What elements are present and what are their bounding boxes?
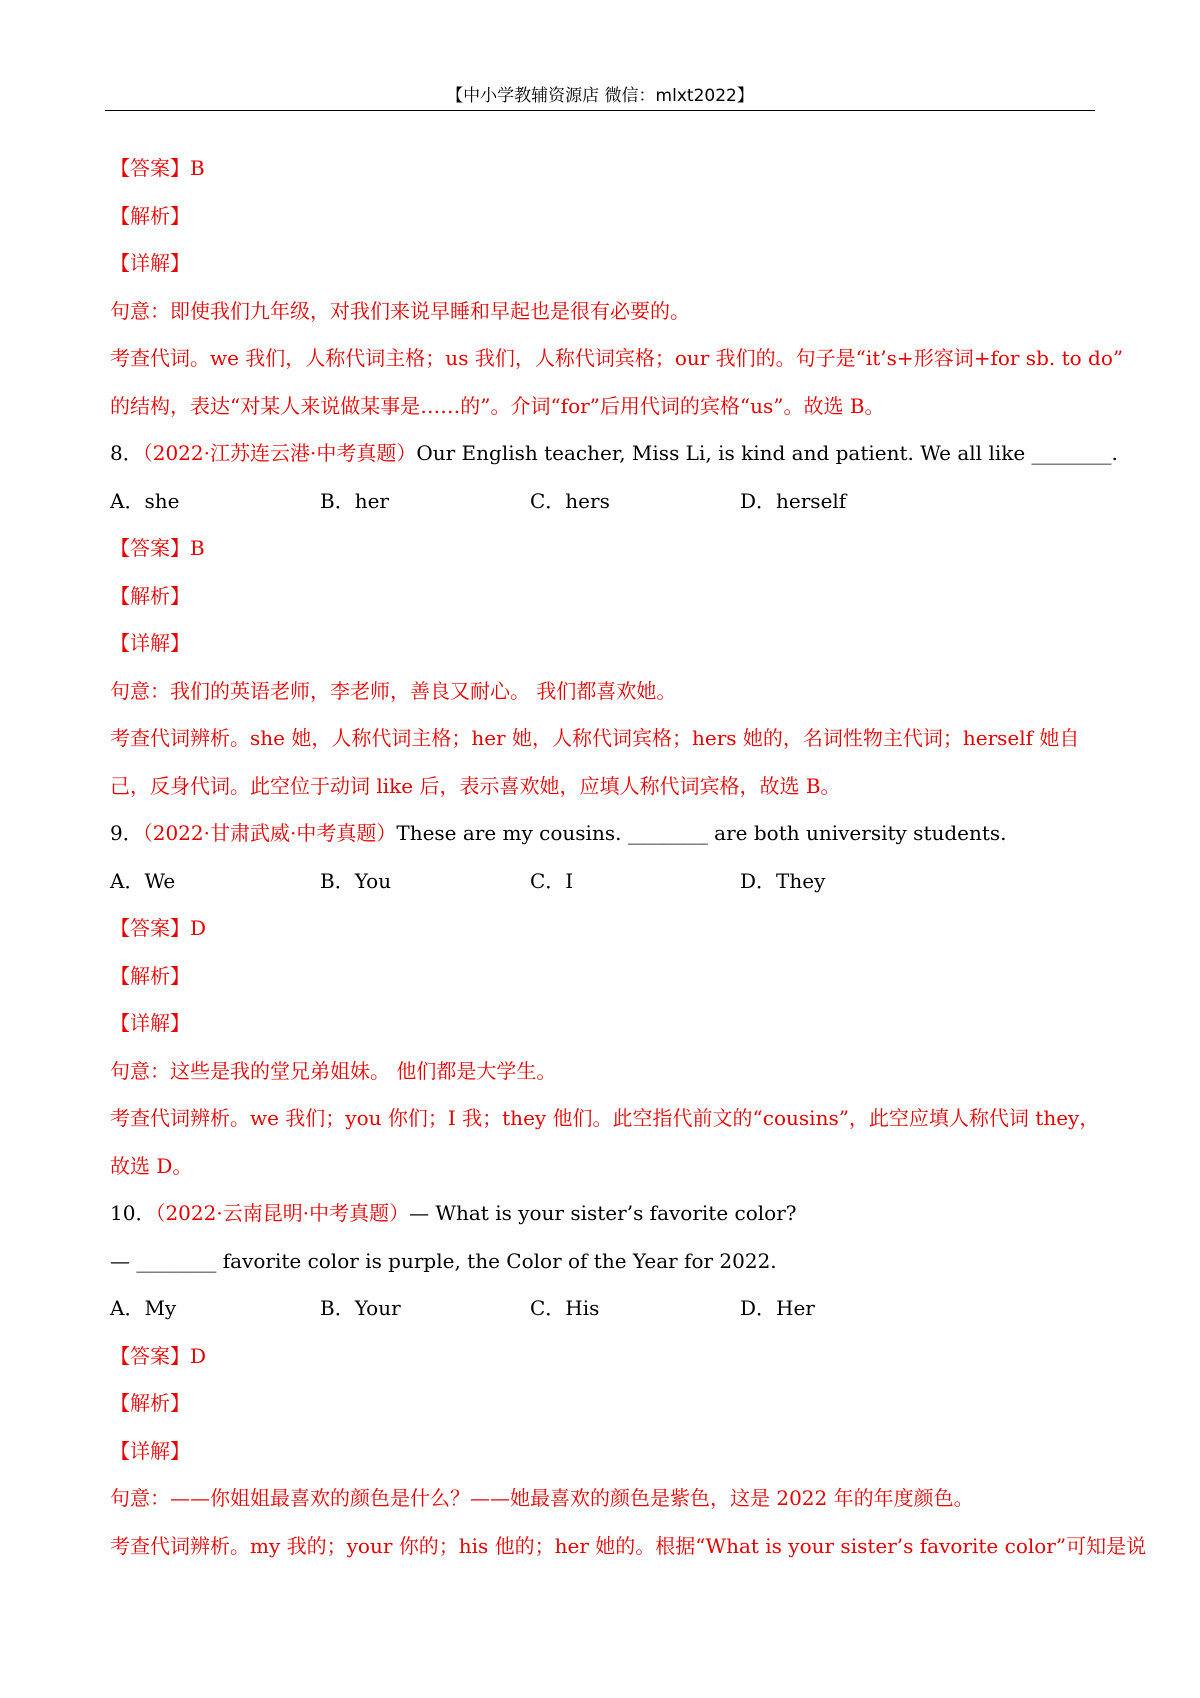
explanation-line: 句意：这些是我的堂兄弟姐妹。 他们都是大学生。 [110, 1058, 557, 1083]
question-line [110, 439, 1118, 467]
explanation-line: 句意：我们的英语老师，李老师，善良又耐心。 我们都喜欢她。 [110, 678, 677, 703]
section-label: 【详解】 [110, 251, 190, 275]
explanation-line: 考查代词。we 我们，人称代词主格；us 我们，人称代词宾格；our 我们的。句子是“it’s+形容词+for sb. to do” [110, 346, 1124, 370]
section-label: 【解析】 [110, 1391, 190, 1415]
option-b: B．her [320, 488, 389, 513]
section-label: 【解析】 [110, 963, 190, 988]
option-b: B．You [320, 868, 392, 893]
explanation-line: 故选 D。 [110, 1153, 193, 1178]
section-label: 【详解】 [110, 1438, 190, 1463]
section-label: 【解析】 [110, 203, 190, 228]
explanation-line: 考查代词辨析。my 我的；your 你的；his 他的；her 她的。根据“What is your sister’s favorite color”可知是说 [110, 1533, 1147, 1558]
question-source: （2022·江苏连云港·中考真题） [142, 441, 417, 465]
option-d: D．herself [740, 488, 847, 513]
answer-line: 【答案】D [110, 916, 207, 940]
answer-line: 【答案】B [110, 156, 205, 180]
option-a: A．she [110, 488, 180, 513]
question-number: 10． [110, 1201, 156, 1225]
explanation-line: 的结构，表达“对某人来说做某事是……的”。介词“for”后用代词的宾格“us”。故选 B。 [110, 393, 885, 418]
option-c: C．His [530, 1296, 600, 1320]
option-d: D．They [740, 868, 826, 893]
explanation-line: 考查代词辨析。we 我们；you 你们；I 我；they 他们。此空指代前文的“cousins”，此空应填人称代词 they， [110, 1106, 1100, 1130]
question-text: These are my cousins. ________ are both university students. [396, 821, 1007, 845]
question-source: （2022·甘肃武威·中考真题） [142, 821, 397, 845]
answer-line: 【答案】D [110, 1343, 207, 1368]
question-number: 8． [110, 441, 143, 465]
explanation-line: 句意：——你姐姐最喜欢的颜色是什么？——她最喜欢的颜色是紫色，这是 2022 年的年度颜色。 [110, 1486, 974, 1510]
question-source: （2022·云南昆明·中考真题） [155, 1201, 410, 1225]
question-line [110, 1199, 1100, 1227]
question-text: — What is your sister’s favorite color? [409, 1201, 797, 1225]
option-a: A．My [110, 1296, 177, 1320]
option-d: D．Her [740, 1296, 815, 1320]
option-b: B．Your [320, 1296, 401, 1320]
section-label: 【解析】 [110, 583, 190, 608]
section-label: 【详解】 [110, 631, 190, 655]
option-c: C．I [530, 868, 574, 893]
question-line: — ________ favorite color is purple, the Color of the Year for 2022. [110, 1248, 777, 1273]
question-line [110, 819, 1100, 847]
page-header: 【中小学教辅资源店 微信：mlxt2022】 [446, 86, 754, 106]
explanation-line: 己，反身代词。此空位于动词 like 后，表示喜欢她，应填人称代词宾格，故选 B。 [110, 773, 841, 798]
option-c: C．hers [530, 488, 610, 513]
question-number: 9． [110, 821, 143, 845]
option-a: A．We [110, 868, 176, 893]
answer-line: 【答案】B [110, 536, 205, 560]
explanation-line: 句意：即使我们九年级，对我们来说早睡和早起也是很有必要的。 [110, 298, 690, 323]
section-label: 【详解】 [110, 1011, 190, 1035]
explanation-line: 考查代词辨析。she 她，人称代词主格；her 她，人称代词宾格；hers 她的，名词性物主代词；herself 她自 [110, 726, 1080, 750]
question-text: Our English teacher, Miss Li, is kind and patient. We all like ________. [416, 441, 1118, 465]
header-divider [105, 110, 1095, 111]
